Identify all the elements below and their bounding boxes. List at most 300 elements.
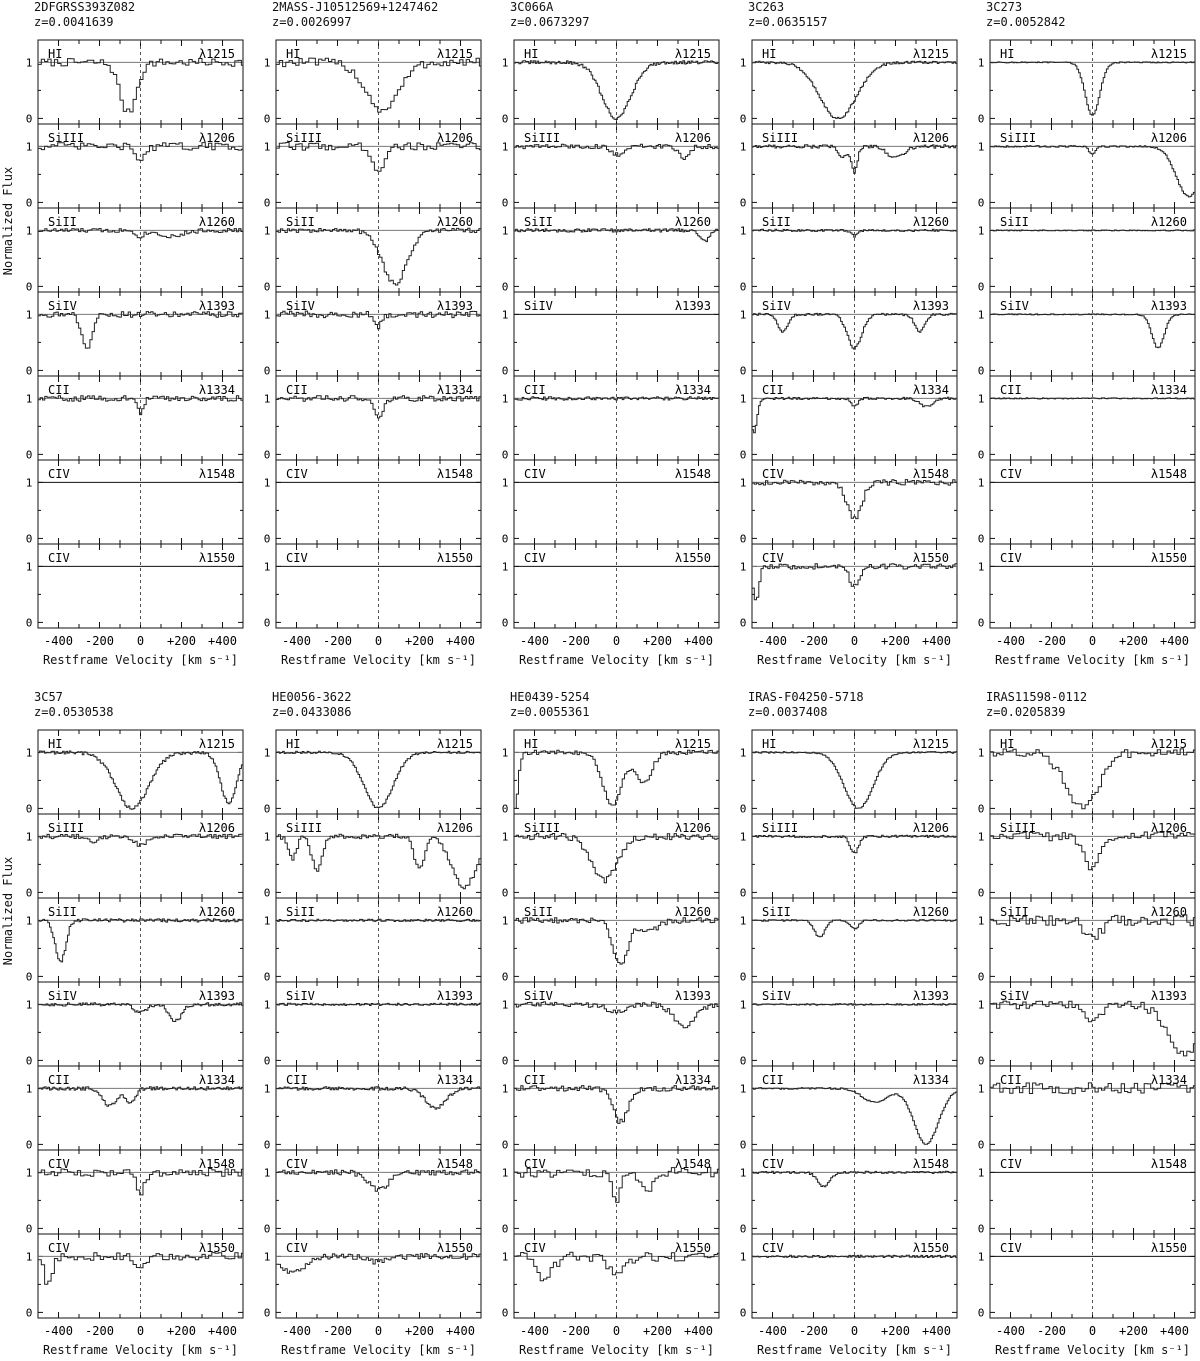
ion-label: SiIII [286,821,323,835]
ion-label: CII [286,1073,308,1087]
ion-label: CII [286,383,308,397]
wavelength-label: λ1550 [1150,551,1187,565]
y-tick-label: 0 [739,970,747,984]
y-tick-label: 1 [263,1166,271,1180]
wavelength-label: λ1334 [912,383,949,397]
x-tick-label: +200 [405,1324,434,1338]
x-tick-label: -400 [758,634,787,648]
x-tick-label: -400 [282,634,311,648]
y-tick-label: 0 [263,1222,271,1236]
sightline-title: IRAS-F04250-5718 [748,690,864,704]
y-tick-label: 0 [739,1054,747,1068]
wavelength-label: λ1548 [1150,467,1187,481]
x-tick-label: 0 [850,1324,859,1338]
ion-label: HI [48,47,63,61]
y-tick-label: 0 [739,280,747,294]
xlabel: Restframe Velocity [km s⁻¹] [42,1343,239,1357]
spectrum-panel [502,1150,719,1235]
y-tick-label: 1 [501,998,509,1012]
y-tick-label: 0 [501,280,509,294]
ion-label: SiIII [762,131,799,145]
wavelength-label: λ1334 [1150,1073,1187,1087]
ion-label: SiII [762,905,791,919]
sightline-redshift: z=0.0041639 [34,15,114,29]
wavelength-label: λ1550 [674,551,711,565]
wavelength-label: λ1548 [198,1157,235,1171]
wavelength-label: λ1215 [436,47,473,61]
y-tick-label: 0 [739,112,747,126]
wavelength-label: λ1548 [674,1157,711,1171]
wavelength-label: λ1334 [436,1073,473,1087]
wavelength-label: λ1550 [198,551,235,565]
ion-label: SiIV [48,299,77,313]
ion-label: CIV [1000,1157,1022,1171]
spectrum-panel [740,544,957,629]
x-tick-label: +200 [1119,634,1148,648]
y-tick-label: 1 [263,830,271,844]
y-tick-label: 1 [25,830,33,844]
spectrum-panel [264,40,481,125]
ion-label: SiIV [286,989,315,1003]
x-tick-label: +400 [446,634,475,648]
spectrum-panel [502,814,719,899]
spectrum-panel [978,124,1195,209]
y-tick-label: 0 [977,616,985,630]
wavelength-label: λ1206 [1150,821,1187,835]
spectrum-panel [502,40,719,125]
flux-histogram [276,311,481,329]
y-tick-label: 1 [263,308,271,322]
y-tick-label: 0 [25,886,33,900]
wavelength-label: λ1206 [912,131,949,145]
wavelength-label: λ1548 [674,467,711,481]
ion-label: SiII [524,905,553,919]
ion-label: CIV [524,551,546,565]
wavelength-label: λ1393 [912,989,949,1003]
y-tick-label: 1 [977,998,985,1012]
y-tick-label: 1 [501,476,509,490]
x-tick-label: +200 [643,1324,672,1338]
y-tick-label: 1 [977,140,985,154]
y-tick-label: 1 [977,1250,985,1264]
x-tick-label: +200 [167,634,196,648]
ion-label: CII [48,383,70,397]
sightline-redshift: z=0.0052842 [986,15,1066,29]
wavelength-label: λ1334 [198,383,235,397]
wavelength-label: λ1550 [674,1241,711,1255]
sightline-redshift: z=0.0037408 [748,705,828,719]
ion-label: HI [762,737,777,751]
flux-histogram [38,143,243,161]
y-tick-label: 0 [977,1306,985,1320]
y-tick-label: 0 [501,970,509,984]
x-tick-label: -400 [996,634,1025,648]
spectrum-panel [740,982,957,1067]
y-tick-label: 1 [977,830,985,844]
spectrum-panel [26,814,243,899]
x-tick-label: +200 [643,634,672,648]
ion-label: SiIII [286,131,323,145]
y-tick-label: 1 [501,830,509,844]
ion-label: CII [524,383,546,397]
spectrum-panel [502,208,719,293]
ion-label: SiIV [762,989,791,1003]
y-tick-label: 1 [25,914,33,928]
wavelength-label: λ1548 [436,467,473,481]
ion-label: SiIII [524,131,561,145]
wavelength-label: λ1260 [1150,905,1187,919]
y-tick-label: 0 [739,1222,747,1236]
sightline-title: IRAS11598-0112 [986,690,1088,704]
spectrum-panel [264,208,481,293]
spectrum-panel [978,814,1195,899]
x-tick-label: 0 [374,1324,383,1338]
x-tick-label: -200 [561,1324,590,1338]
wavelength-label: λ1393 [436,299,473,313]
spectrum-panel [740,124,957,209]
y-tick-label: 0 [25,364,33,378]
ion-label: CIV [286,551,308,565]
ion-label: SiIII [524,821,561,835]
y-tick-label: 1 [263,1250,271,1264]
y-tick-label: 1 [739,308,747,322]
spectrum-panel [502,1066,719,1151]
ion-label: CII [1000,383,1022,397]
y-tick-label: 0 [25,448,33,462]
x-tick-label: -400 [44,634,73,648]
wavelength-label: λ1260 [674,215,711,229]
spectrum-panel [26,1234,243,1319]
ion-label: SiII [286,215,315,229]
y-tick-label: 1 [739,998,747,1012]
ion-label: SiII [524,215,553,229]
y-tick-label: 0 [263,1306,271,1320]
y-tick-label: 0 [739,616,747,630]
y-tick-label: 0 [263,616,271,630]
y-tick-label: 1 [263,746,271,760]
x-tick-label: +400 [684,1324,713,1338]
flux-histogram [752,1171,957,1187]
y-tick-label: 1 [25,1250,33,1264]
spectrum-panel [26,292,243,377]
x-tick-label: 0 [612,634,621,648]
y-tick-label: 0 [977,970,985,984]
y-tick-label: 1 [25,56,33,70]
wavelength-label: λ1260 [436,215,473,229]
wavelength-label: λ1206 [912,821,949,835]
wavelength-label: λ1550 [436,1241,473,1255]
wavelength-label: λ1550 [912,1241,949,1255]
x-tick-label: 0 [1088,634,1097,648]
y-tick-label: 1 [739,140,747,154]
spectrum-panel [26,376,243,461]
sightline-title: 3C263 [748,0,785,14]
y-tick-label: 0 [25,112,33,126]
y-tick-label: 1 [263,1082,271,1096]
wavelength-label: λ1206 [436,821,473,835]
wavelength-label: λ1215 [198,47,235,61]
wavelength-label: λ1260 [198,905,235,919]
ion-label: CII [1000,1073,1022,1087]
x-tick-label: +400 [922,634,951,648]
ion-label: HI [524,47,539,61]
y-tick-label: 1 [977,1166,985,1180]
sightline-redshift: z=0.0673297 [510,15,590,29]
ylabel-top: Normalized Flux [1,166,15,276]
wavelength-label: λ1215 [912,47,949,61]
y-tick-label: 0 [263,532,271,546]
ion-label: CIV [48,551,70,565]
y-tick-label: 1 [739,1082,747,1096]
spectrum-panel [264,376,481,461]
xlabel: Restframe Velocity [km s⁻¹] [756,653,953,667]
x-tick-label: -400 [996,1324,1025,1338]
spectrum-panel [978,460,1195,545]
y-tick-label: 0 [25,1138,33,1152]
sightline-redshift: z=0.0026997 [272,15,352,29]
wavelength-label: λ1206 [198,821,235,835]
wavelength-label: λ1215 [674,737,711,751]
y-tick-label: 1 [739,830,747,844]
y-tick-label: 0 [501,532,509,546]
ion-label: SiIV [1000,989,1029,1003]
spectrum-panel [740,1066,957,1151]
xlabel: Restframe Velocity [km s⁻¹] [756,1343,953,1357]
x-tick-label: +200 [405,634,434,648]
flux-histogram [752,1004,957,1006]
y-tick-label: 1 [501,1082,509,1096]
spectrum-panel [978,982,1195,1067]
wavelength-label: λ1550 [1150,1241,1187,1255]
wavelength-label: λ1393 [198,299,235,313]
ion-label: SiIII [1000,821,1037,835]
wavelength-label: λ1393 [1150,299,1187,313]
spectrum-panel [264,460,481,545]
y-tick-label: 0 [501,1222,509,1236]
y-tick-label: 0 [501,1054,509,1068]
wavelength-label: λ1548 [912,467,949,481]
ion-label: HI [524,737,539,751]
y-tick-label: 1 [25,1082,33,1096]
y-tick-label: 0 [263,448,271,462]
ion-label: SiIII [48,131,85,145]
y-tick-label: 0 [25,1222,33,1236]
ion-label: HI [1000,737,1015,751]
x-tick-label: 0 [374,634,383,648]
wavelength-label: λ1206 [674,821,711,835]
y-tick-label: 0 [263,112,271,126]
wavelength-label: λ1260 [912,905,949,919]
x-tick-label: 0 [1088,1324,1097,1338]
y-tick-label: 0 [263,1054,271,1068]
spectrum-panel [502,982,719,1067]
spectrum-panel [978,40,1195,125]
spectrum-panel [26,1066,243,1151]
xlabel: Restframe Velocity [km s⁻¹] [518,1343,715,1357]
ion-label: CIV [286,1241,308,1255]
spectrum-panel [502,1234,719,1319]
x-tick-label: -200 [323,1324,352,1338]
x-tick-label: -200 [799,1324,828,1338]
wavelength-label: λ1260 [198,215,235,229]
ion-label: SiIII [762,821,799,835]
ion-label: SiIV [762,299,791,313]
spectrum-panel [978,544,1195,629]
spectrum-panel [26,730,243,815]
spectrum-panel [978,898,1195,983]
x-tick-label: -200 [85,1324,114,1338]
xlabel: Restframe Velocity [km s⁻¹] [994,1343,1191,1357]
x-tick-label: -200 [85,634,114,648]
wavelength-label: λ1548 [436,1157,473,1171]
wavelength-label: λ1548 [198,467,235,481]
xlabel: Restframe Velocity [km s⁻¹] [518,653,715,667]
wavelength-label: λ1215 [1150,47,1187,61]
y-tick-label: 1 [25,476,33,490]
ion-label: SiII [48,215,77,229]
y-tick-label: 1 [501,914,509,928]
y-tick-label: 0 [739,802,747,816]
spectrum-panel [26,460,243,545]
y-tick-label: 1 [501,224,509,238]
y-tick-label: 1 [739,56,747,70]
sightline-redshift: z=0.0055361 [510,705,590,719]
y-tick-label: 0 [501,448,509,462]
y-tick-label: 1 [25,560,33,574]
y-tick-label: 1 [739,560,747,574]
ion-label: CIV [762,551,784,565]
spectrum-panel [740,292,957,377]
y-tick-label: 1 [25,998,33,1012]
y-tick-label: 0 [739,448,747,462]
wavelength-label: λ1206 [674,131,711,145]
y-tick-label: 1 [25,1166,33,1180]
y-tick-label: 1 [501,1250,509,1264]
ion-label: CIV [1000,1241,1022,1255]
y-tick-label: 0 [501,1138,509,1152]
y-tick-label: 0 [263,280,271,294]
ion-label: SiIII [48,821,85,835]
ylabel-bottom: Normalized Flux [1,856,15,966]
spectrum-panel [26,982,243,1067]
spectrum-panel [26,1150,243,1235]
spectrum-panel [26,544,243,629]
ion-label: HI [286,737,301,751]
wavelength-label: λ1215 [912,737,949,751]
y-tick-label: 1 [739,1250,747,1264]
y-tick-label: 1 [501,308,509,322]
spectrum-panel [264,1066,481,1151]
spectrum-panel [264,124,481,209]
y-tick-label: 1 [739,476,747,490]
ion-label: SiIV [524,989,553,1003]
x-tick-label: -200 [323,634,352,648]
wavelength-label: λ1393 [436,989,473,1003]
wavelength-label: λ1550 [912,551,949,565]
ion-label: CIV [762,467,784,481]
sightline-title: 3C066A [510,0,554,14]
spectrum-panel [978,1234,1195,1319]
spectrum-panel [978,292,1195,377]
spectrum-panel [264,544,481,629]
y-tick-label: 0 [25,970,33,984]
y-tick-label: 0 [263,886,271,900]
y-tick-label: 0 [263,970,271,984]
y-tick-label: 0 [977,196,985,210]
y-tick-label: 0 [977,112,985,126]
x-tick-label: -400 [44,1324,73,1338]
x-tick-label: 0 [850,634,859,648]
y-tick-label: 0 [977,802,985,816]
spectrum-panel [502,898,719,983]
spectrum-panel [740,898,957,983]
flux-histogram [990,146,1195,197]
ion-label: SiII [1000,905,1029,919]
x-tick-label: 0 [136,1324,145,1338]
spectrum-panel [26,124,243,209]
spectrum-panel [264,292,481,377]
sightline-redshift: z=0.0205839 [986,705,1066,719]
wavelength-label: λ1548 [1150,1157,1187,1171]
wavelength-label: λ1206 [1150,131,1187,145]
y-tick-label: 0 [501,196,509,210]
y-tick-label: 1 [263,914,271,928]
ion-label: HI [1000,47,1015,61]
ion-label: SiII [48,905,77,919]
spectrum-panel [502,124,719,209]
y-tick-label: 0 [263,364,271,378]
ion-label: CIV [524,1157,546,1171]
x-tick-label: +200 [881,634,910,648]
x-tick-label: -400 [520,1324,549,1338]
wavelength-label: λ1393 [674,299,711,313]
spectrum-panel [978,376,1195,461]
ion-label: CIV [48,1241,70,1255]
y-tick-label: 1 [263,476,271,490]
x-tick-label: +400 [1160,1324,1189,1338]
spectrum-panel [502,730,719,815]
ion-label: CIV [1000,551,1022,565]
wavelength-label: λ1215 [674,47,711,61]
y-tick-label: 1 [977,476,985,490]
spectrum-panel [740,376,957,461]
ion-label: CII [762,1073,784,1087]
x-tick-label: +400 [446,1324,475,1338]
spectrum-panel [502,292,719,377]
wavelength-label: λ1334 [912,1073,949,1087]
spectrum-panel [502,544,719,629]
y-tick-label: 0 [977,1138,985,1152]
y-tick-label: 0 [25,1306,33,1320]
spectrum-panel [740,730,957,815]
y-tick-label: 0 [501,364,509,378]
ion-label: CIV [48,1157,70,1171]
y-tick-label: 1 [263,140,271,154]
y-tick-label: 0 [977,1222,985,1236]
wavelength-label: λ1260 [436,905,473,919]
ion-label: SiII [762,215,791,229]
y-tick-label: 1 [977,224,985,238]
y-tick-label: 0 [263,196,271,210]
ion-label: SiII [1000,215,1029,229]
wavelength-label: λ1393 [674,989,711,1003]
ion-label: HI [762,47,777,61]
ion-label: CII [762,383,784,397]
wavelength-label: λ1206 [198,131,235,145]
y-tick-label: 0 [739,1138,747,1152]
y-tick-label: 1 [977,560,985,574]
x-tick-label: -400 [758,1324,787,1338]
